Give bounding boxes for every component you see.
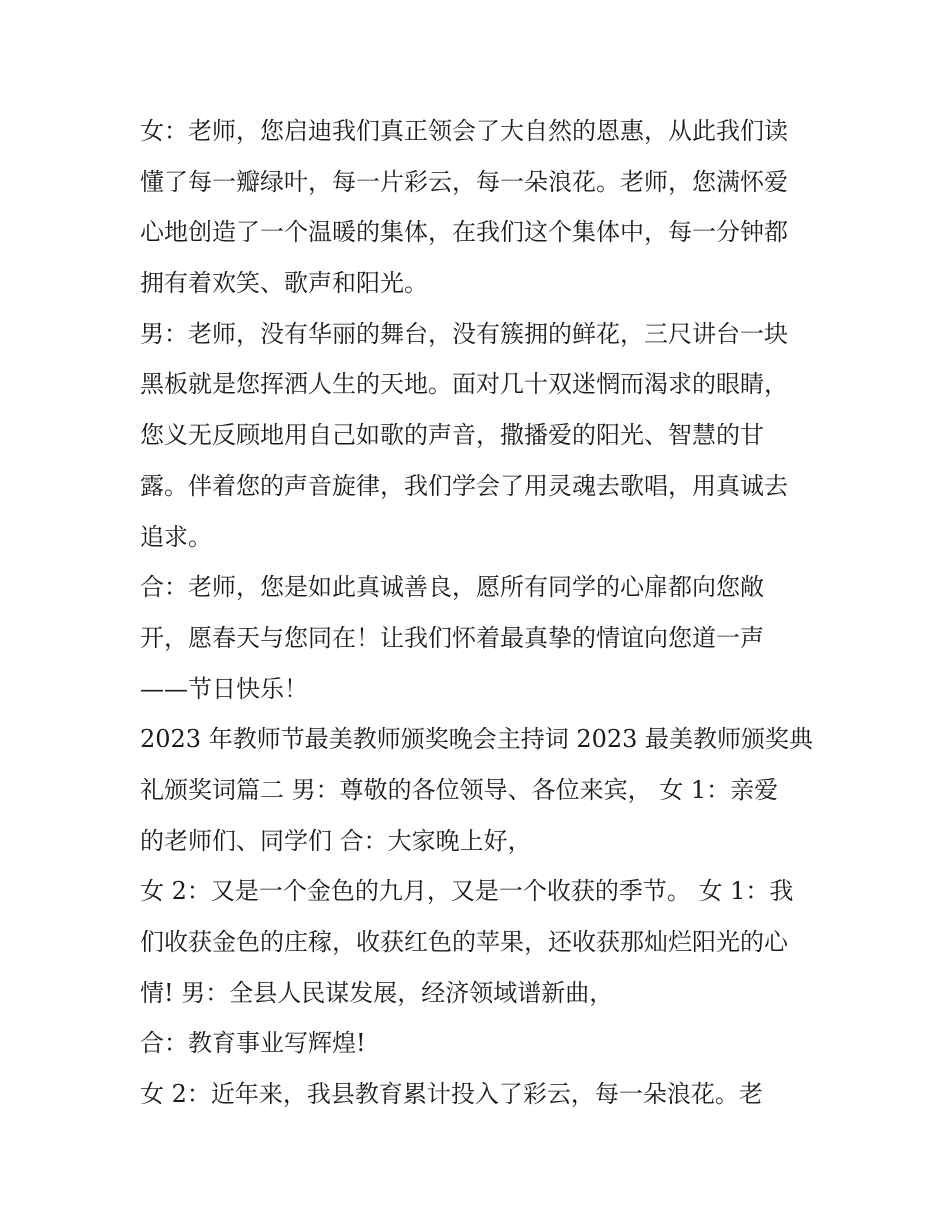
document-body [140, 106, 820, 1120]
text-line: 露。伴着您的声音旋律，我们学会了用灵魂去歌唱，用真诚去 [140, 471, 788, 500]
text-line: 您义无反顾地用自己如歌的声音，撒播爱的阳光、智慧的甘 [140, 421, 764, 450]
text-line: 开，愿春天与您同在！让我们怀着最真挚的情谊向您道一声 [140, 623, 764, 652]
text-line: 礼颁奖词篇二 男：尊敬的各位领导、各位来宾， 女 1：亲爱 [140, 775, 779, 804]
text-line: 的老师们、同学们 合：大家晚上好， [140, 826, 532, 855]
text-line: 情! 男：全县人民谋发展，经济领域谱新曲， [140, 978, 614, 1007]
text-line: 女：老师，您启迪我们真正领会了大自然的恩惠，从此我们读 [140, 117, 788, 145]
text-line: 合：教育事业写辉煌! [140, 1029, 366, 1058]
text-line: 懂了每一瓣绿叶，每一片彩云，每一朵浪花。老师，您满怀爱 [140, 167, 788, 196]
text-line: 追求。 [140, 522, 212, 551]
text-line: 心地创造了一个温暖的集体，在我们这个集体中，每一分钟都 [140, 218, 788, 247]
text-line: 女 2：近年来，我县教育累计投入了彩云，每一朵浪花。老 [140, 1080, 763, 1109]
text-line: 拥有着欢笑、歌声和阳光。 [140, 269, 428, 298]
text-line: 男：老师，没有华丽的舞台，没有簇拥的鲜花，三尺讲台一块 [140, 319, 788, 348]
text-line: 黑板就是您挥洒人生的天地。面对几十双迷惘而渴求的眼睛， [140, 370, 788, 399]
text-line: 们收获金色的庄稼，收获红色的苹果，还收获那灿烂阳光的心 [140, 928, 788, 956]
text-line: 女 2：又是一个金色的九月，又是一个收获的季节。 女 1：我 [140, 877, 794, 906]
text-line: 合：老师，您是如此真诚善良，愿所有同学的心扉都向您敞 [140, 573, 764, 602]
text-line: ——节日快乐！ [140, 674, 308, 703]
text-line: 2023 年教师节最美教师颁奖晚会主持词 2023 最美教师颁奖典 [140, 725, 814, 754]
